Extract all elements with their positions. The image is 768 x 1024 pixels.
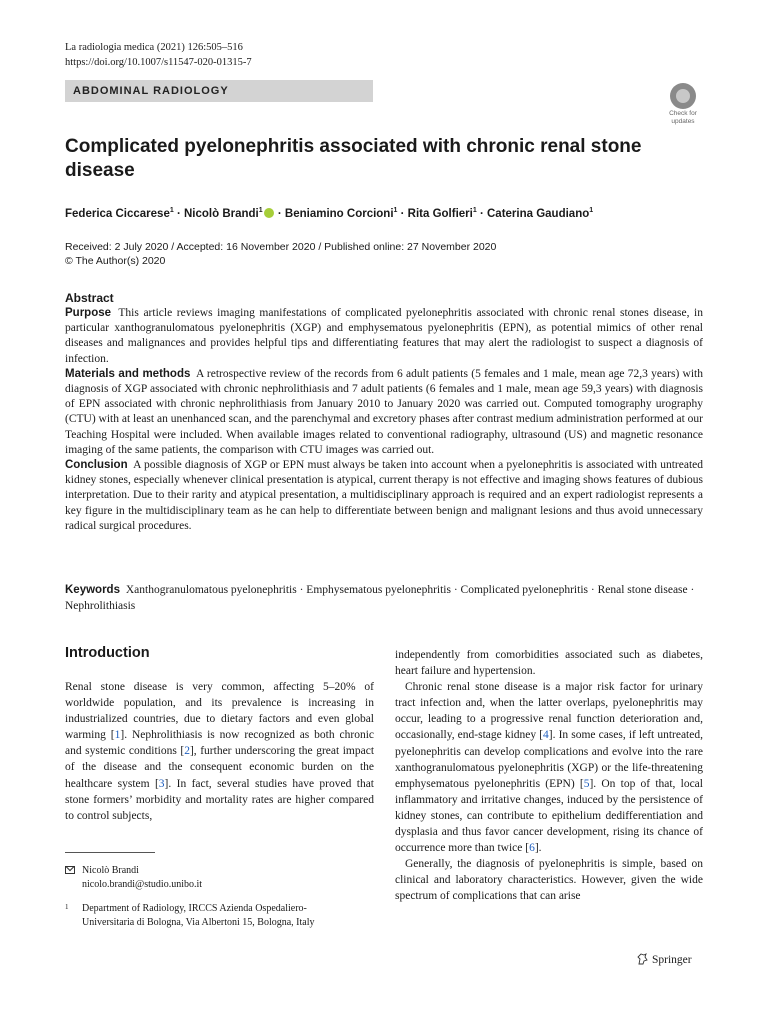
- introduction-heading: Introduction: [65, 645, 150, 661]
- corresponding-name: Nicolò Brandi: [82, 865, 139, 876]
- text-run: ]. In fact, several studies have proved that stone formers’ morbidity and mortality rates are higher compared to control subjects,: [65, 777, 374, 822]
- text-run: ]. On top of that, local inflammatory and irritative changes, induced by the persistence of kidney stones, can contribute to epithelium dedifferentiation and dysplasia and thus favor cancer development, rising its chance of occurrence more than twice [: [395, 777, 703, 855]
- author-affiliation: 1: [472, 207, 477, 214]
- keywords: [65, 582, 703, 614]
- citation-link[interactable]: 3: [158, 777, 165, 790]
- author-separator: ·: [476, 207, 487, 220]
- author-affiliation: 1: [258, 207, 263, 214]
- methods-label: Materials and methods: [65, 367, 191, 380]
- article-title: Complicated pyelonephritis associated with chronic renal stone disease: [65, 136, 642, 181]
- purpose-label: Purpose: [65, 307, 112, 319]
- keywords-label: Keywords: [65, 584, 120, 596]
- text-run: ]. In some cases, if left untreated, pyelonephritis can develop complications and evolve into the rare xanthogranulomatous pyelonephritis (XGP) or the life-threatening emphysematous pyelonephritis (EPN) [: [395, 729, 703, 790]
- intro-paragraph-3: Generally, the diagnosis of pyelonephritis is simple, based on clinical and laboratory characteristics. However, given the wide spectrum of complications that can arise: [395, 858, 703, 903]
- author-name[interactable]: Beniamino Corcioni: [284, 207, 394, 220]
- author-affiliation: 1: [589, 207, 594, 214]
- right-column: [395, 647, 703, 905]
- text-run: Renal stone disease is very common, affecting 5–20% of worldwide population, and its prevalence is increasing in industrialized countries, due to dietary factors and even global warming [: [65, 681, 374, 742]
- methods-text: A retrospective review of the records from 6 adult patients (5 females and 1 male, mean age 72,3 years) with diagnosis of XGP associated with chronic nephrolithiasis and 7 adult patients (6 females and 1 male, mean age 59,3 years) with diagnosis of EPN associated with chronic nephrolithiasis from January 2010 to January 2020 was carried out. Computed tomography urography (CTU) with at least an unenhanced scan, and the parenchymal and excretory phases after contrast medium administration performed at our Teaching Hospital were included. When available images related to conventional radiography, ultrasound (US) and magnetic resonance imaging of the same patients, the comparison with CTU images was carried out.: [65, 367, 704, 456]
- text-run: Chronic renal stone disease is a major risk factor for urinary tract infection and, when the latter overlaps, pyelonephritis may occur, leading to a progressive renal function deterioration and, occasionally, end-stage kidney [: [395, 681, 703, 742]
- copyright: © The Author(s) 2020: [65, 255, 166, 267]
- orcid-icon[interactable]: [264, 208, 274, 218]
- intro-paragraph-1-continued: independently from comorbidities associated such as diabetes, heart failure and hypertension.: [395, 649, 703, 678]
- section-label: ABDOMINAL RADIOLOGY: [65, 80, 373, 102]
- publisher-name: Springer: [652, 954, 692, 966]
- citation-link[interactable]: 4: [543, 729, 549, 742]
- author-list: [65, 203, 593, 222]
- corresponding-author: [65, 864, 202, 892]
- abstract-conclusion: [65, 458, 703, 534]
- corresponding-email[interactable]: nicolo.brandi@studio.unibo.it: [82, 879, 203, 890]
- springer-horse-icon: [637, 953, 648, 965]
- author-separator: ·: [397, 207, 408, 220]
- citation-link[interactable]: 1: [114, 729, 121, 742]
- left-column: [65, 679, 374, 824]
- check-for-updates-button[interactable]: [662, 83, 704, 123]
- affiliation-line: Department of Radiology, IRCCS Azienda Ospedaliero-: [82, 903, 307, 914]
- author-affiliation: 1: [393, 207, 398, 214]
- publication-dates: [65, 240, 496, 268]
- citation-link[interactable]: 2: [184, 745, 190, 758]
- check-updates-line1: Check for: [669, 110, 697, 117]
- text-run: ], further underscoring the great impact of the disease and the consequent economic burden on the healthcare system [: [65, 745, 375, 790]
- footnote-divider: [65, 852, 155, 853]
- author-name[interactable]: Nicolò Brandi: [184, 207, 259, 220]
- doi-link[interactable]: https://doi.org/10.1007/s11547-020-01315-7: [65, 57, 252, 68]
- abstract: [65, 290, 703, 534]
- author-separator: ·: [274, 207, 285, 220]
- affiliation-footnote: [65, 902, 315, 930]
- author-name[interactable]: Rita Golfieri: [407, 207, 473, 220]
- intro-paragraph-1: [65, 679, 374, 824]
- abstract-methods: [65, 367, 703, 458]
- citation-link[interactable]: 6: [529, 842, 535, 855]
- check-updates-icon: [670, 83, 696, 109]
- keywords-text: Xanthogranulomatous pyelonephritis · Emphysematous pyelonephritis · Complicated pyelonephritis · Renal stone disease · Nephrolithiasis: [65, 584, 695, 612]
- author-name[interactable]: Federica Ciccarese: [65, 207, 170, 220]
- affiliation-number: 1: [65, 903, 69, 911]
- purpose-text: This article reviews imaging manifestations of complicated pyelonephritis associated with chronic renal stones disease, in particular xanthogranulomatous pyelonephritis (XGP) and emphysematous pyelonephritis (EPN), as potential mimics of other renal diseases and malignances and provides helpful tips and differentiating features that may alert the radiologist to suspect a diagnosis of infection.: [65, 307, 703, 365]
- conclusion-label: Conclusion: [65, 459, 128, 472]
- author-name[interactable]: Caterina Gaudiano: [487, 207, 590, 220]
- date-history: Received: 2 July 2020 / Accepted: 16 November 2020 / Published online: 27 November 2020: [65, 241, 497, 253]
- author-separator: ·: [173, 207, 184, 220]
- citation-link[interactable]: 5: [583, 777, 590, 790]
- publisher-logo: [637, 953, 692, 967]
- conclusion-text: A possible diagnosis of XGP or EPN must always be taken into account when a pyelonephritis is associated with untreated kidney stones, especially whenever clinical presentation is atypical, current therapy is not effective and imaging shows features of dubious interpretation. Due to their rarity and atypical presentation, a multidisciplinary approach is required and an expert radiologist represents a key figure in the multidisciplinary team as he can help to differentiate between benign and malignant lesions and thus avoid unnecessary radical surgical procedures.: [65, 459, 703, 532]
- intro-paragraph-2: [395, 679, 703, 856]
- envelope-icon: [65, 866, 75, 874]
- text-run: ].: [534, 842, 542, 855]
- abstract-purpose: [65, 306, 703, 367]
- journal-header: [65, 40, 252, 70]
- affiliation-line: Universitaria di Bologna, Via Albertoni 15, Bologna, Italy: [82, 917, 315, 928]
- author-affiliation: 1: [169, 207, 174, 214]
- text-run: ]. Nephrolithiasis is now recognized as both chronic and systemic conditions [: [65, 729, 374, 758]
- check-updates-line2: updates: [671, 118, 695, 125]
- journal-citation: La radiologia medica (2021) 126:505–516: [65, 42, 243, 53]
- abstract-heading: Abstract: [65, 291, 114, 305]
